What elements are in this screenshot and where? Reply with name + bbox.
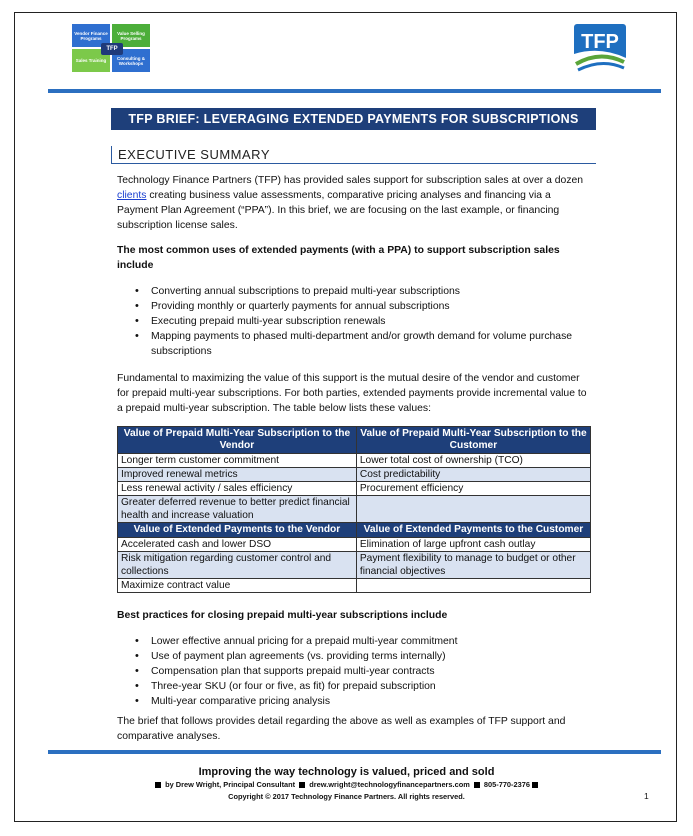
footer-email[interactable]: drew.wright@technologyfinancepartners.com xyxy=(309,780,470,789)
logo-center-label: TFP xyxy=(101,43,123,55)
bullet-square-icon xyxy=(299,782,305,788)
footer-contact xyxy=(0,780,693,789)
footer-author: by Drew Wright, Principal Consultant xyxy=(165,780,296,789)
table-row xyxy=(118,454,591,468)
table-row xyxy=(118,468,591,482)
fundamental-paragraph: Fundamental to maximizing the value of this support is the mutual desire of the vendor and customer for prepaid multi-year subscriptions. For both parties, extended payments provide incremental value to a prepaid multi-year subscription. The table below lists these values: xyxy=(117,373,587,414)
table-cell: Cost predictability xyxy=(356,468,590,482)
bullet-square-icon xyxy=(155,782,161,788)
table-row xyxy=(118,552,591,579)
footer-divider xyxy=(48,750,661,754)
footer-copyright: Copyright © 2017 Technology Finance Partners. All rights reserved. xyxy=(228,792,465,801)
logo-cell-value-selling: Value Selling Programs xyxy=(112,24,150,47)
list-item: • Use of payment plan agreements (vs. providing terms internally) xyxy=(133,649,573,664)
table-cell: Risk mitigation regarding customer control and collections xyxy=(118,552,357,579)
footer-phone: 805-770-2376 xyxy=(483,780,530,789)
table-cell: Procurement efficiency xyxy=(356,482,590,496)
bullet-square-icon xyxy=(532,782,538,788)
table-header-row xyxy=(118,523,591,538)
table-header-cell: Value of Extended Payments to the Vendor xyxy=(118,523,357,538)
section-heading-executive-summary: EXECUTIVE SUMMARY xyxy=(111,146,596,164)
logo-cell-vendor-finance: Vendor Finance Programs xyxy=(72,24,110,47)
table-cell: Lower total cost of ownership (TCO) xyxy=(356,454,590,468)
table-cell: Accelerated cash and lower DSO xyxy=(118,538,357,552)
list-item: • Providing monthly or quarterly payments for annual subscriptions xyxy=(133,299,573,314)
intro-text-end: creating business value assessments, comparative pricing analyses and financing via a Payment Plan Agreement (“PPA”). In this brief, we are focusing on the last example, or financing subscription license sales. xyxy=(117,190,560,231)
table-cell: Maximize contract value xyxy=(118,579,357,593)
list-item: • Lower effective annual pricing for a prepaid multi-year commitment xyxy=(133,634,573,649)
table-header-row xyxy=(118,427,591,454)
table-cell: Elimination of large upfront cash outlay xyxy=(356,538,590,552)
table-row xyxy=(118,496,591,523)
closing-paragraph: The brief that follows provides detail regarding the above as well as examples of TFP support and comparative analyses. xyxy=(117,716,566,742)
values-table xyxy=(117,426,591,593)
table-header-cell: Value of Prepaid Multi-Year Subscription to the Vendor xyxy=(118,427,357,454)
table-row xyxy=(118,482,591,496)
header-divider xyxy=(48,89,661,93)
table-cell: Longer term customer commitment xyxy=(118,454,357,468)
table-header-cell: Value of Extended Payments to the Customer xyxy=(356,523,590,538)
best-practices-heading: Best practices for closing prepaid multi-year subscriptions include xyxy=(117,610,448,621)
list-item: • Mapping payments to phased multi-department and/or growth demand for volume purchase subscriptions xyxy=(133,329,573,359)
common-uses-list xyxy=(133,284,573,359)
brand-logo-text: TFP xyxy=(581,31,619,53)
clients-link[interactable]: clients xyxy=(117,190,147,201)
best-practices-list xyxy=(133,634,573,709)
table-cell: Improved renewal metrics xyxy=(118,468,357,482)
bullet-square-icon xyxy=(474,782,480,788)
list-item: • Multi-year comparative pricing analysis xyxy=(133,694,573,709)
tfp-brand-logo xyxy=(574,24,626,72)
table-header-cell: Value of Prepaid Multi-Year Subscription to the Customer xyxy=(356,427,590,454)
list-item: • Converting annual subscriptions to prepaid multi-year subscriptions xyxy=(133,284,573,299)
common-uses-heading: The most common uses of extended payments (with a PPA) to support subscription sales include xyxy=(117,245,560,271)
table-row xyxy=(118,538,591,552)
list-item: • Compensation plan that supports prepaid multi-year contracts xyxy=(133,664,573,679)
logo-cell-consulting: Consulting & Workshops xyxy=(112,49,150,72)
table-cell xyxy=(356,579,590,593)
table-cell: Less renewal activity / sales efficiency xyxy=(118,482,357,496)
logo-cell-sales-training: Sales Training xyxy=(72,49,110,72)
list-item: • Three-year SKU (or four or five, as fit) for prepaid subscription xyxy=(133,679,573,694)
table-cell xyxy=(356,496,590,523)
intro-text-start: Technology Finance Partners (TFP) has provided sales support for subscription sales at over a dozen xyxy=(117,175,584,186)
document-title: TFP BRIEF: LEVERAGING EXTENDED PAYMENTS FOR SUBSCRIPTIONS xyxy=(111,108,596,130)
table-cell: Payment flexibility to manage to budget or other financial objectives xyxy=(356,552,590,579)
services-grid-logo xyxy=(72,24,152,74)
intro-paragraph xyxy=(117,173,587,233)
list-item: • Executing prepaid multi-year subscription renewals xyxy=(133,314,573,329)
table-cell: Greater deferred revenue to better predict financial health and increase valuation xyxy=(118,496,357,523)
footer-tagline: Improving the way technology is valued, priced and sold xyxy=(198,766,495,778)
table-row xyxy=(118,579,591,593)
page-number: 1 xyxy=(644,791,649,801)
